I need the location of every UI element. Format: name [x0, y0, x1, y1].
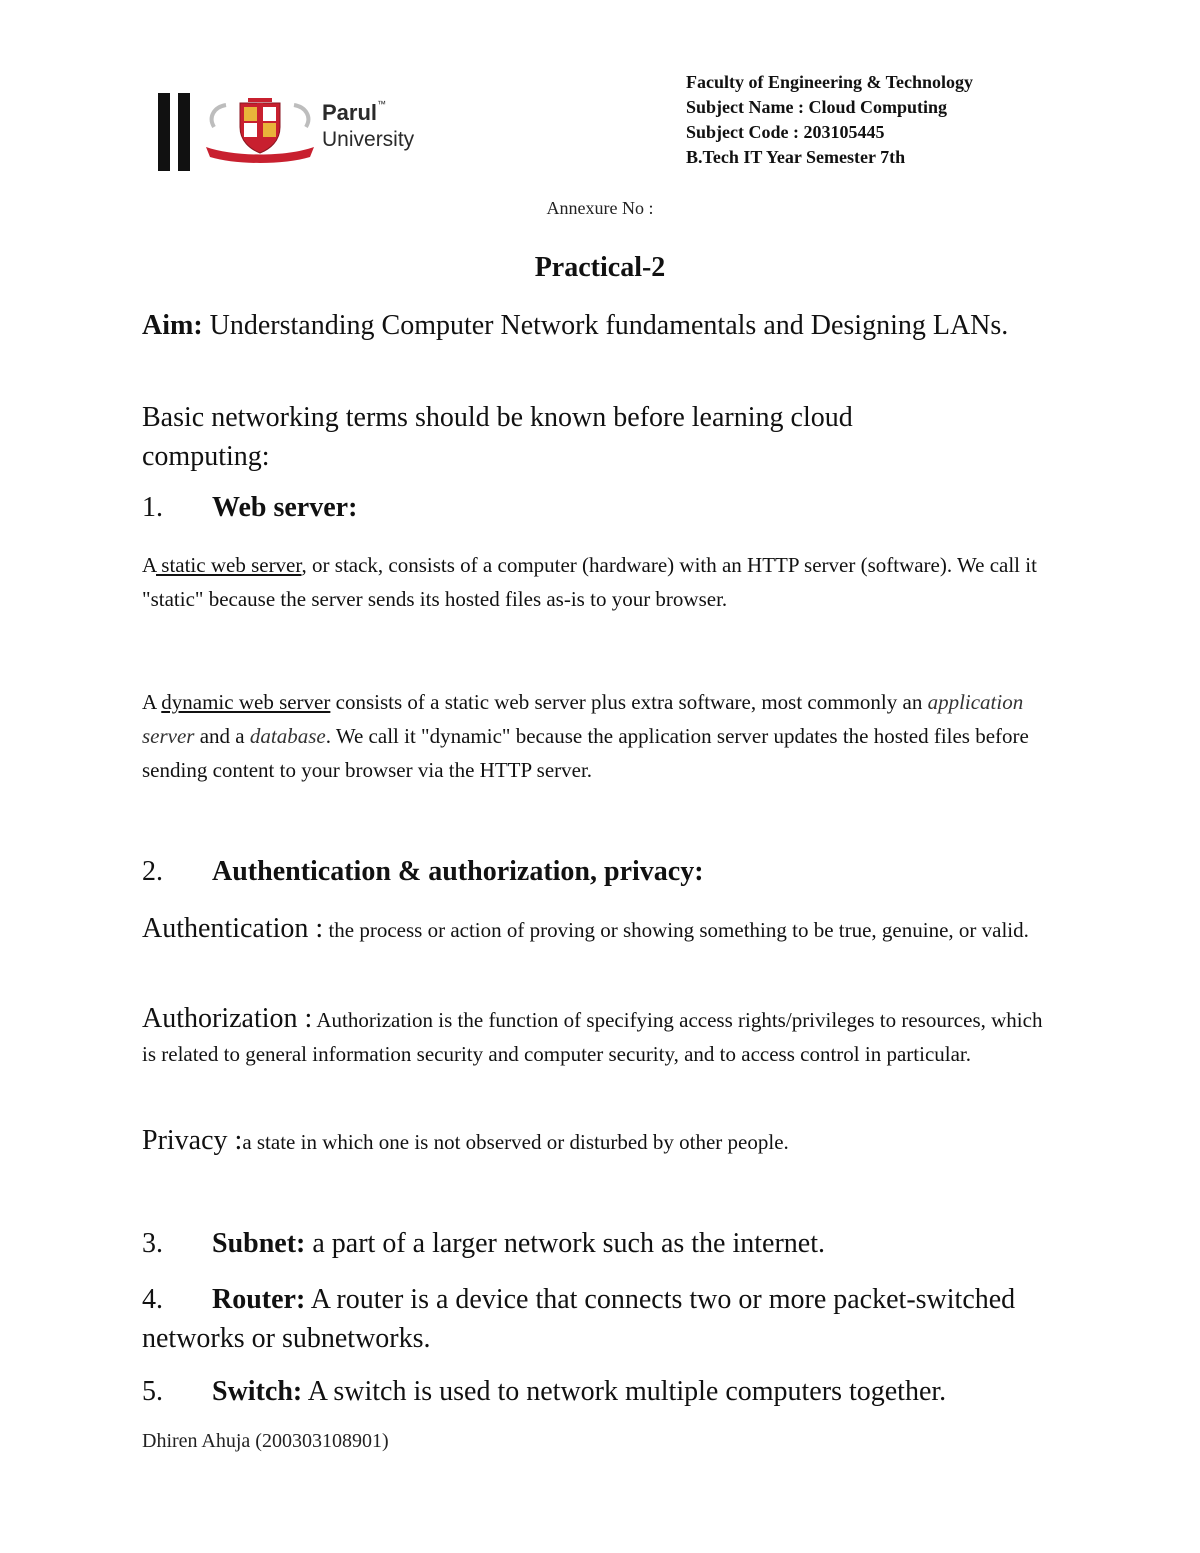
- semester-line: B.Tech IT Year Semester 7th: [686, 147, 906, 167]
- para-text: , or stack, consists of a computer (hardware) with an HTTP server (software). We call it "static" because the server sends its hosted files as-is to your browser.: [142, 553, 1037, 611]
- application-server-term: application server: [142, 690, 1024, 748]
- section-heading-auth: [142, 856, 704, 888]
- section-number: 3.: [142, 1228, 163, 1259]
- university-wordmark: [322, 99, 415, 151]
- authorization-paragraph: [142, 1002, 1057, 1071]
- authorization-label: Authorization :: [142, 1003, 313, 1034]
- dynamic-web-server-link[interactable]: dynamic web server: [161, 690, 331, 714]
- trademark-symbol: ™: [377, 99, 387, 109]
- subnet-label: Subnet:: [212, 1228, 306, 1259]
- para-text: and a: [194, 724, 250, 748]
- switch-item: [142, 1372, 1102, 1411]
- section-title: Web server:: [212, 492, 358, 523]
- section-number: 4.: [142, 1284, 163, 1315]
- aim-paragraph: [142, 306, 1052, 345]
- section-number: 5.: [142, 1376, 163, 1407]
- para-text: . We call it "dynamic" because the application server updates the hosted files before sending content to your browser via the HTTP server.: [142, 724, 1029, 782]
- database-term: database: [249, 724, 326, 748]
- switch-text: A switch is used to network multiple computers together.: [302, 1376, 947, 1407]
- wordmark-top: Parul: [322, 100, 378, 125]
- dynamic-web-server-paragraph: [142, 685, 1062, 787]
- router-label: Router:: [212, 1284, 306, 1315]
- switch-label: Switch:: [212, 1376, 303, 1407]
- aim-label: Aim:: [142, 310, 203, 341]
- aim-text: Understanding Computer Network fundamentals and Designing LANs.: [202, 310, 1009, 341]
- authentication-paragraph: [142, 912, 1042, 947]
- static-web-server-link[interactable]: static web server: [156, 553, 302, 577]
- annexure-label: Annexure No :: [546, 198, 654, 218]
- faculty-line: Faculty of Engineering & Technology: [686, 72, 974, 92]
- section-number: 1.: [142, 492, 163, 523]
- logo-bars: [158, 93, 192, 171]
- subject-code-line: Subject Code : 203105445: [686, 122, 885, 142]
- para-text: A: [142, 553, 157, 577]
- subnet-text: a part of a larger network such as the internet.: [305, 1228, 825, 1259]
- section-number: 2.: [142, 856, 163, 887]
- section-heading-web-server: [142, 492, 357, 524]
- privacy-paragraph: [142, 1124, 1042, 1159]
- para-text: consists of a static web server plus extra software, most commonly an: [330, 690, 928, 714]
- authentication-text: the process or action of proving or showing something to be true, genuine, or valid.: [323, 918, 1029, 942]
- footer-author: Dhiren Ahuja (200303108901): [142, 1430, 389, 1452]
- router-text: A router is a device that connects two or more packet-switched networks or subnetworks.: [142, 1284, 1016, 1354]
- authorization-text: Authorization is the function of specifying access rights/privileges to resources, which is related to general information security and computer security, and to access control in particular.: [142, 1008, 1043, 1066]
- authentication-label: Authentication :: [142, 913, 324, 944]
- university-crest-icon: [204, 97, 316, 163]
- intro-paragraph: Basic networking terms should be known before learning cloud computing:: [142, 402, 853, 472]
- subnet-item: [142, 1224, 1062, 1263]
- privacy-text: a state in which one is not observed or disturbed by other people.: [242, 1130, 789, 1154]
- wordmark-bottom: University: [322, 128, 415, 151]
- section-title: Authentication & authorization, privacy:: [212, 856, 704, 887]
- para-text: A: [142, 690, 162, 714]
- static-web-server-paragraph: [142, 548, 1062, 616]
- page-title: Practical-2: [534, 252, 666, 283]
- subject-name-line: Subject Name : Cloud Computing: [686, 97, 948, 117]
- privacy-label: Privacy :: [142, 1125, 243, 1156]
- header-info: [686, 70, 973, 170]
- router-item: [142, 1280, 1022, 1358]
